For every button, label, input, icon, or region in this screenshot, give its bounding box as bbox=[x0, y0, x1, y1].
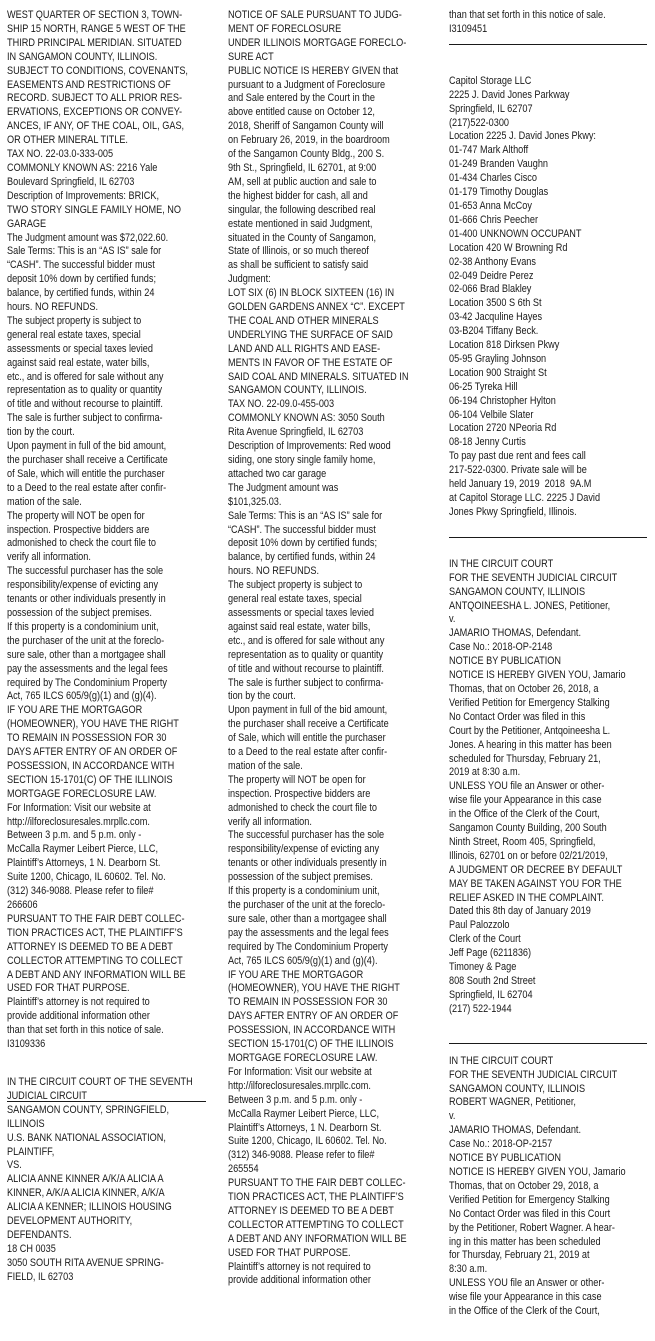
notice-line: the purchaser of the unit at the foreclo- bbox=[228, 899, 386, 911]
column-2 bbox=[228, 9, 425, 1341]
notice-line: DAYS AFTER ENTRY OF AN ORDER OF bbox=[7, 746, 178, 759]
notice-line: siding, one story single family home, bbox=[228, 454, 376, 466]
notice-line: above entitled cause on October 12, bbox=[228, 106, 375, 119]
notice-line: pursuant to a Judgment of Foreclosure bbox=[228, 78, 386, 91]
notice-line: The subject property is subject to bbox=[7, 314, 142, 327]
notice-line: U.S. BANK NATIONAL ASSOCIATION, bbox=[7, 1131, 166, 1144]
notice-line: FOR THE SEVENTH JUDICIAL CIRCUIT bbox=[449, 1068, 618, 1081]
publication-notice-jones bbox=[449, 558, 651, 1017]
notice-line: required by The Condominium Property bbox=[228, 940, 389, 953]
notice-line: The Judgment amount was $72,022.60. bbox=[7, 231, 169, 244]
notice-line: singular, the following described real bbox=[228, 203, 376, 216]
notice-line: Upon payment in full of the bid amount, bbox=[7, 440, 167, 453]
notice-line: 01-179 Timothy Douglas bbox=[449, 186, 549, 199]
notice-line: COMMONLY KNOWN AS: 3050 South bbox=[228, 412, 385, 425]
notice-line: Case No.: 2018-OP-2148 bbox=[449, 641, 553, 654]
notice-line: Timoney & Page bbox=[449, 961, 517, 974]
notice-line: for Thursday, February 21, 2019 at bbox=[449, 1249, 590, 1262]
notice-line: 01-747 Mark Althoff bbox=[449, 144, 529, 157]
notice-line: Verified Petition for Emergency Stalking bbox=[449, 1193, 610, 1206]
notice-line: responsibility/expense of evicting any bbox=[7, 579, 159, 592]
notice-line: ERVATIONS, EXCEPTIONS OR CONVEY- bbox=[7, 106, 183, 119]
notice-line: the highest bidder for cash, all and bbox=[228, 189, 368, 202]
notice-line: Jeff Page (6211836) bbox=[449, 947, 532, 960]
notice-line: McCalla Raymer Leibert Pierce, LLC, bbox=[7, 843, 159, 856]
notice-line: MENT OF FORECLOSURE bbox=[228, 22, 342, 35]
notice-line: etc., and is offered for sale without any bbox=[228, 634, 385, 647]
notice-line: Judgment: bbox=[228, 273, 271, 286]
notice-line: Suite 1200, Chicago, IL 60602. Tel. No. bbox=[228, 1135, 387, 1148]
notice-line: SAID COAL AND MINERALS. SITUATED IN bbox=[228, 370, 409, 383]
notice-line: JAMARIO THOMAS, Defendant. bbox=[449, 1124, 582, 1137]
notice-line: Springfield, IL 62707 bbox=[449, 102, 533, 115]
notice-line: ing in this matter has been scheduled bbox=[449, 1235, 601, 1248]
notice-line: PLAINTIFF, bbox=[7, 1145, 55, 1158]
notice-line: DEFENDANTS. bbox=[7, 1228, 72, 1241]
notice-line: possession of the subject premises. bbox=[7, 606, 152, 619]
notice-line: tion by the court. bbox=[228, 690, 296, 703]
notice-line: verify all information. bbox=[228, 815, 312, 828]
notice-line: A DEBT AND ANY INFORMATION WILL BE bbox=[7, 968, 186, 981]
notice-line: SANGAMON COUNTY, SPRINGFIELD, bbox=[7, 1103, 169, 1116]
notice-line: GOLDEN GARDENS ANNEX “C”. EXCEPT bbox=[228, 301, 405, 314]
notice-line: 05-95 Grayling Johnson bbox=[449, 352, 547, 365]
notice-line: OR OTHER MINERAL TITLE. bbox=[7, 134, 128, 147]
notice-line: $101,325.03. bbox=[228, 495, 282, 508]
notice-line: assessments or special taxes levied bbox=[228, 606, 374, 619]
notice-line: Verified Petition for Emergency Stalking bbox=[449, 696, 610, 709]
notice-line: No Contact Order was filed in this Court bbox=[449, 1207, 611, 1220]
notice-line: UNDER ILLINOIS MORTGAGE FORECLO- bbox=[228, 36, 407, 49]
notice-line: (217)522-0300 bbox=[449, 116, 510, 129]
notice-line: wise file your Appearance in this case bbox=[449, 794, 602, 807]
notice-line: required by The Condominium Property bbox=[7, 676, 168, 689]
notice-line: SECTION 15-1701(C) OF THE ILLINOIS bbox=[228, 1038, 394, 1051]
notice-line: v. bbox=[449, 613, 456, 626]
notice-line: VS. bbox=[7, 1159, 22, 1172]
notice-line: TION PRACTICES ACT, THE PLAINTIFF’S bbox=[7, 926, 183, 939]
notice-line: Plaintiff’s attorney is not required to bbox=[7, 996, 150, 1009]
notice-line: TO REMAIN IN POSSESSION FOR 30 bbox=[7, 732, 167, 745]
circuit-court-caption bbox=[7, 1076, 205, 1285]
notice-line: RELIEF ASKED IN THE COMPLAINT. bbox=[449, 891, 604, 904]
notice-line: 06-25 Tyreka Hill bbox=[449, 380, 518, 393]
separator-rule bbox=[449, 1043, 647, 1044]
notice-line: verify all information. bbox=[7, 551, 91, 564]
notice-line: 03-42 Jacquline Hayes bbox=[449, 311, 543, 324]
notice-line: The sale is further subject to confirma- bbox=[228, 676, 384, 689]
notice-line: “CASH”. The successful bidder must bbox=[228, 523, 376, 536]
notice-line: 18 CH 0035 bbox=[7, 1242, 56, 1255]
separator-rule bbox=[449, 44, 647, 45]
notice-line: Upon payment in full of the bid amount, bbox=[228, 704, 388, 717]
notice-line: I3109336 bbox=[7, 1038, 46, 1051]
notice-line: held January 19, 2019 2018 9A.M bbox=[449, 478, 592, 491]
notice-line: 08-18 Jenny Curtis bbox=[449, 436, 526, 449]
notice-line: If this property is a condominium unit, bbox=[7, 620, 159, 633]
notice-line: ATTORNEY IS DEEMED TO BE A DEBT bbox=[228, 1204, 394, 1217]
notice-line: Location 420 W Browning Rd bbox=[449, 241, 568, 254]
notice-line: NOTICE IS HEREBY GIVEN YOU, Jamario bbox=[449, 1165, 626, 1178]
notice-line: TAX NO. 22-03.0-333-005 bbox=[7, 148, 114, 161]
notice-line: representation as to quality or quantity bbox=[7, 384, 163, 397]
notice-line: to a Deed to the real estate after confir- bbox=[228, 746, 388, 759]
notice-line: Between 3 p.m. and 5 p.m. only - bbox=[228, 1093, 363, 1106]
notice-line: 2018, Sheriff of Sangamon County will bbox=[228, 120, 384, 133]
notice-line: (312) 346-9088. Please refer to file# bbox=[7, 885, 154, 898]
notice-line: ILLINOIS bbox=[7, 1117, 45, 1130]
notice-line: ATTORNEY IS DEEMED TO BE A DEBT bbox=[7, 940, 173, 953]
notice-line: Act, 765 ILCS 605/9(g)(1) and (g)(4). bbox=[228, 954, 378, 967]
notice-line: 2019 at 8:30 a.m. bbox=[449, 766, 521, 779]
notice-line: The property will NOT be open for bbox=[228, 773, 366, 786]
notice-line: against said real estate, water bills, bbox=[228, 620, 371, 633]
notice-line: balance, by certified funds, within 24 bbox=[228, 551, 376, 564]
notice-line: SUBJECT TO CONDITIONS, COVENANTS, bbox=[7, 64, 188, 77]
notice-line: ANTQOINEESHA L. JONES, Petitioner, bbox=[449, 599, 611, 612]
notice-line: 06-104 Velbile Slater bbox=[449, 408, 534, 421]
notice-line: USED FOR THAT PURPOSE. bbox=[228, 1246, 351, 1259]
notice-line: Clerk of the Court bbox=[449, 933, 521, 946]
notice-line: deposit 10% down by certified funds; bbox=[228, 537, 378, 550]
notice-line: v. bbox=[449, 1110, 456, 1123]
notice-line: 02-066 Brad Blakley bbox=[449, 283, 532, 296]
notice-line: THE COAL AND OTHER MINERALS bbox=[228, 314, 379, 327]
notice-line: Location 900 Straight St bbox=[449, 366, 547, 379]
notice-line: 217-522-0300. Private sale will be bbox=[449, 464, 587, 477]
notice-line: general real estate taxes, special bbox=[228, 593, 362, 606]
notice-line: Thomas, that on October 29, 2018, a bbox=[449, 1179, 599, 1192]
notice-line: (312) 346-9088. Please refer to file# bbox=[228, 1149, 375, 1162]
notice-line: tenants or other individuals presently in bbox=[7, 593, 166, 606]
notice-line: NOTICE BY PUBLICATION bbox=[449, 1152, 562, 1165]
notice-line: FIELD, IL 62703 bbox=[7, 1270, 74, 1283]
notice-line: JAMARIO THOMAS, Defendant. bbox=[449, 627, 582, 640]
notice-line: (217) 522-1944 bbox=[449, 1002, 512, 1015]
notice-line: For Information: Visit our website at bbox=[228, 1065, 372, 1078]
storage-sale-notice bbox=[449, 75, 651, 520]
notice-line: (HOMEOWNER), YOU HAVE THE RIGHT bbox=[7, 718, 179, 731]
notice-line: 02-049 Deidre Perez bbox=[449, 269, 534, 282]
notice-line: of title and without recourse to plaintiff. bbox=[228, 662, 384, 675]
notice-line: 01-666 Chris Peecher bbox=[449, 213, 539, 226]
notice-line: the purchaser shall receive a Certificate bbox=[7, 454, 168, 466]
separator-rule bbox=[449, 537, 647, 538]
notice-line: IN THE CIRCUIT COURT bbox=[449, 557, 554, 570]
notice-line: estate mentioned in said Judgment, bbox=[228, 217, 373, 230]
notice-line: Capitol Storage LLC bbox=[449, 74, 532, 87]
notice-line: 01-400 UNKNOWN OCCUPANT bbox=[449, 227, 582, 240]
notice-line: 9th St., Springfield, IL 62701, at 9:00 bbox=[228, 161, 377, 174]
notice-line: etc., and is offered for sale without any bbox=[7, 370, 164, 383]
notice-line: Plaintiff’s Attorneys, 1 N. Dearborn St. bbox=[228, 1121, 382, 1134]
notice-line: TAX NO. 22-09.0-455-003 bbox=[228, 398, 335, 411]
notice-line: TION PRACTICES ACT, THE PLAINTIFF’S bbox=[228, 1191, 404, 1204]
notice-line: Suite 1200, Chicago, IL 60602. Tel. No. bbox=[7, 871, 166, 884]
notice-line: Dated this 8th day of January 2019 bbox=[449, 905, 591, 918]
notice-line: COLLECTOR ATTEMPTING TO COLLECT bbox=[7, 954, 183, 967]
notice-line: Case No.: 2018-OP-2157 bbox=[449, 1138, 553, 1151]
notice-line: provide additional information other bbox=[7, 1010, 150, 1023]
notice-line: 265554 bbox=[228, 1163, 259, 1176]
notice-line: FOR THE SEVENTH JUDICIAL CIRCUIT bbox=[449, 571, 618, 584]
notice-line: 01-434 Charles Cisco bbox=[449, 172, 537, 185]
notice-line: AM, sell at public auction and sale to bbox=[228, 175, 377, 188]
notice-line: For Information: Visit our website at bbox=[7, 801, 151, 814]
notice-line: Location 2720 NPeoria Rd bbox=[449, 422, 557, 435]
notice-line: SANGAMON COUNTY, ILLINOIS bbox=[449, 585, 586, 598]
notice-line: assessments or special taxes levied bbox=[7, 342, 153, 355]
notice-line: than that set forth in this notice of sale. bbox=[7, 1024, 164, 1037]
notice-line: 2225 J. David Jones Parkway bbox=[449, 88, 570, 101]
notice-line: USED FOR THAT PURPOSE. bbox=[7, 982, 130, 995]
notice-line: SANGAMON COUNTY, ILLINOIS. bbox=[228, 384, 367, 397]
notice-line: RECORD. SUBJECT TO ALL PRIOR RES- bbox=[7, 92, 183, 105]
notice-line: To pay past due rent and fees call bbox=[449, 450, 586, 463]
notice-line: at Capitol Storage LLC. 2225 J David bbox=[449, 492, 601, 504]
notice-line: the purchaser of the unit at the foreclo- bbox=[7, 634, 165, 647]
notice-line: hours. NO REFUNDS. bbox=[7, 301, 98, 314]
column-1 bbox=[7, 9, 205, 1341]
notice-line: in the Office of the Clerk of the Court, bbox=[449, 1305, 600, 1318]
notice-line: Paul Palozzolo bbox=[449, 919, 510, 932]
notice-line: 266606 bbox=[7, 899, 38, 911]
notice-line: than that set forth in this notice of sale. bbox=[449, 9, 606, 21]
notice-line: Location 2225 J. David Jones Pkwy: bbox=[449, 130, 596, 143]
notice-line: SURE ACT bbox=[228, 50, 274, 63]
notice-line: Sale Terms: This is an “AS IS” sale for bbox=[228, 509, 383, 522]
notice-line: Springfield, IL 62704 bbox=[449, 988, 533, 1001]
notice-line: Rita Avenue Springfield, IL 62703 bbox=[228, 426, 364, 439]
notice-line: MORTGAGE FORECLOSURE LAW. bbox=[7, 787, 157, 800]
notice-line: State of Illinois, or so much thereof bbox=[228, 245, 369, 258]
notice-line: hours. NO REFUNDS. bbox=[228, 565, 319, 578]
notice-line: Between 3 p.m. and 5 p.m. only - bbox=[7, 829, 142, 842]
separator-rule bbox=[7, 1101, 206, 1102]
notice-line: NOTICE IS HEREBY GIVEN YOU, Jamario bbox=[449, 669, 626, 682]
notice-line: The sale is further subject to confirma- bbox=[7, 412, 163, 425]
notice-line: against said real estate, water bills, bbox=[7, 356, 150, 369]
notice-line: inspection. Prospective bidders are bbox=[7, 523, 150, 536]
notice-line: representation as to quality or quantity bbox=[228, 648, 384, 661]
notice-line: MAY BE TAKEN AGAINST YOU FOR THE bbox=[449, 877, 622, 890]
notice-line: of title and without recourse to plaintiff. bbox=[7, 398, 163, 411]
notice-line: inspection. Prospective bidders are bbox=[228, 787, 371, 800]
notice-line: tenants or other individuals presently in bbox=[228, 857, 387, 870]
notice-line: A DEBT AND ANY INFORMATION WILL BE bbox=[228, 1232, 407, 1245]
notice-line: If this property is a condominium unit, bbox=[228, 885, 380, 898]
notice-line: Location 818 Dirksen Pkwy bbox=[449, 339, 560, 352]
notice-line: The successful purchaser has the sole bbox=[7, 565, 164, 578]
notice-line: in the Office of the Clerk of the Court, bbox=[449, 808, 600, 821]
notice-line: POSSESSION, IN ACCORDANCE WITH bbox=[7, 759, 175, 772]
notice-line: Thomas, that on October 26, 2018, a bbox=[449, 682, 599, 695]
notice-line: “CASH”. The successful bidder must bbox=[7, 259, 155, 272]
notice-line: A JUDGMENT OR DECREE BY DEFAULT bbox=[449, 863, 623, 876]
notice-line: PURSUANT TO THE FAIR DEBT COLLEC- bbox=[7, 912, 185, 925]
notice-line: of Sale, which will entitle the purchaser bbox=[228, 732, 386, 745]
publication-notice-wagner bbox=[449, 1055, 651, 1319]
notice-line: admonished to check the court file to bbox=[7, 537, 157, 550]
notice-line: 02-38 Anthony Evans bbox=[449, 255, 536, 268]
notice-line: ROBERT WAGNER, Petitioner, bbox=[449, 1096, 576, 1109]
notice-line: to a Deed to the real estate after confir- bbox=[7, 481, 167, 494]
notice-line: sure sale, other than a mortgagee shall bbox=[228, 912, 387, 925]
notice-line: NOTICE BY PUBLICATION bbox=[449, 655, 562, 668]
notice-line: the purchaser shall receive a Certificate bbox=[228, 718, 389, 731]
notice-line: http://ilforeclosuresales.mrpllc.com. bbox=[7, 815, 150, 828]
notice-line: scheduled for Thursday, February 21, bbox=[449, 752, 601, 765]
column-3 bbox=[449, 9, 651, 1341]
notice-line: 808 South 2nd Street bbox=[449, 975, 536, 987]
notice-line: Boulevard Springfield, IL 62703 bbox=[7, 175, 135, 188]
notice-line: situated in the County of Sangamon, bbox=[228, 231, 376, 244]
notice-line: SANGAMON COUNTY, ILLINOIS bbox=[449, 1082, 586, 1095]
notice-line: TO REMAIN IN POSSESSION FOR 30 bbox=[228, 996, 388, 1009]
notice-line: No Contact Order was filed in this bbox=[449, 710, 586, 723]
notice-line: COLLECTOR ATTEMPTING TO COLLECT bbox=[228, 1218, 404, 1231]
notice-line: JUDICIAL CIRCUIT bbox=[7, 1089, 87, 1102]
notice-line: balance, by certified funds, within 24 bbox=[7, 287, 155, 300]
notice-line: POSSESSION, IN ACCORDANCE WITH bbox=[228, 1024, 396, 1037]
notice-line: KINNER, A/K/A ALICIA KINNER, A/K/A bbox=[7, 1187, 165, 1200]
notice-line: responsibility/expense of evicting any bbox=[228, 843, 380, 856]
notice-line: TWO STORY SINGLE FAMILY HOME, NO bbox=[7, 203, 182, 216]
notice-line: Description of Improvements: Red wood bbox=[228, 440, 391, 453]
notice-line: 01-653 Anna McCoy bbox=[449, 199, 532, 212]
notice-line: Ninth Street, Room 405, Springfield, bbox=[449, 835, 596, 848]
notice-line: admonished to check the court file to bbox=[228, 801, 378, 814]
notice-line: Plaintiff’s attorney is not required to bbox=[228, 1260, 371, 1273]
notice-line: Location 3500 S 6th St bbox=[449, 297, 542, 310]
notice-line: EASEMENTS AND RESTRICTIONS OF bbox=[7, 78, 171, 91]
notice-line: THIRD PRINCIPAL MERIDIAN. SITUATED bbox=[7, 36, 182, 49]
notice-line: http://ilforeclosuresales.mrpllc.com. bbox=[228, 1079, 371, 1092]
notice-line: possession of the subject premises. bbox=[228, 871, 373, 884]
notice-line: The successful purchaser has the sole bbox=[228, 829, 385, 842]
notice-line: DEVELOPMENT AUTHORITY, bbox=[7, 1215, 133, 1228]
notice-line: LOT SIX (6) IN BLOCK SIXTEEN (16) IN bbox=[228, 287, 395, 300]
notice-line: IN THE CIRCUIT COURT OF THE SEVENTH bbox=[7, 1075, 193, 1088]
notice-line: wise file your Appearance in this case bbox=[449, 1291, 602, 1304]
notice-line: 8:30 a.m. bbox=[449, 1263, 488, 1276]
notice-line: IF YOU ARE THE MORTGAGOR bbox=[7, 704, 143, 717]
notice-line: The subject property is subject to bbox=[228, 579, 363, 592]
notice-line: PUBLIC NOTICE IS HEREBY GIVEN that bbox=[228, 64, 399, 77]
notice-line: general real estate taxes, special bbox=[7, 328, 141, 341]
notice-line: as shall be sufficient to satisfy said bbox=[228, 259, 369, 272]
notice-line: COMMONLY KNOWN AS: 2216 Yale bbox=[7, 161, 158, 174]
notice-line: mation of the sale. bbox=[7, 495, 82, 508]
notice-line: 01-249 Branden Vaughn bbox=[449, 158, 549, 171]
notice-line: LAND AND ALL RIGHTS AND EASE- bbox=[228, 342, 381, 355]
notice-line: IN SANGAMON COUNTY, ILLINOIS. bbox=[7, 50, 158, 63]
notice-line: Court by the Petitioner, Antqoineesha L. bbox=[449, 724, 611, 737]
notice-line: UNLESS YOU file an Answer or other- bbox=[449, 1277, 605, 1290]
notice-line: McCalla Raymer Leibert Pierce, LLC, bbox=[228, 1107, 380, 1120]
notice-line: (HOMEOWNER), YOU HAVE THE RIGHT bbox=[228, 982, 400, 995]
notice-line: tion by the court. bbox=[7, 426, 75, 439]
notice-line: 3050 SOUTH RITA AVENUE SPRING- bbox=[7, 1256, 164, 1269]
notice-line: Act, 765 ILCS 605/9(g)(1) and (g)(4). bbox=[7, 690, 157, 703]
notice-line: NOTICE OF SALE PURSUANT TO JUDG- bbox=[228, 9, 402, 21]
notice-line: MORTGAGE FORECLOSURE LAW. bbox=[228, 1051, 378, 1064]
notice-line: 06-194 Christopher Hylton bbox=[449, 394, 556, 407]
notice-line: Description of Improvements: BRICK, bbox=[7, 189, 160, 202]
notice-line: The property will NOT be open for bbox=[7, 509, 145, 522]
notice-line: Plaintiff’s Attorneys, 1 N. Dearborn St. bbox=[7, 857, 161, 870]
notice-line: DAYS AFTER ENTRY OF AN ORDER OF bbox=[228, 1010, 399, 1023]
notice-line: 03-B204 Tiffany Beck. bbox=[449, 325, 539, 338]
notice-line: sure sale, other than a mortgagee shall bbox=[7, 648, 166, 661]
notice-line: provide additional information other bbox=[228, 1274, 371, 1287]
notice-line: IF YOU ARE THE MORTGAGOR bbox=[228, 968, 364, 981]
notice-line: deposit 10% down by certified funds; bbox=[7, 273, 157, 286]
notice-line: mation of the sale. bbox=[228, 759, 303, 772]
notice-line: Jones Pkwy Springfield, Illinois. bbox=[449, 505, 577, 518]
notice-line: IN THE CIRCUIT COURT bbox=[449, 1054, 554, 1067]
notice-line: ALICIA A KENNER; ILLINOIS HOUSING bbox=[7, 1201, 172, 1214]
notice-line: of Sale, which will entitle the purchaser bbox=[7, 467, 165, 480]
notice-line: Sale Terms: This is an “AS IS” sale for bbox=[7, 245, 162, 258]
notice-line: WEST QUARTER OF SECTION 3, TOWN- bbox=[7, 9, 183, 21]
notice-line: UNDERLYING THE SURFACE OF SAID bbox=[228, 328, 393, 341]
notice-line: UNLESS YOU file an Answer or other- bbox=[449, 780, 605, 793]
notice-line: ALICIA ANNE KINNER A/K/A ALICIA A bbox=[7, 1173, 164, 1186]
notice-line: SECTION 15-1701(C) OF THE ILLINOIS bbox=[7, 773, 173, 786]
notice-line: GARAGE bbox=[7, 217, 47, 230]
notice-line: ANCES, IF ANY, OF THE COAL, OIL, GAS, bbox=[7, 120, 185, 133]
notice-line: on February 26, 2019, in the boardroom bbox=[228, 134, 390, 147]
notice-line: Illinois, 62701 on or before 02/21/2019, bbox=[449, 849, 608, 862]
notice-line: MENTS IN FAVOR OF THE ESTATE OF bbox=[228, 356, 393, 369]
notice-line: I3109451 bbox=[449, 22, 488, 35]
notice-line: and Sale entered by the Court in the bbox=[228, 92, 375, 105]
notice-line: pay the assessments and the legal fees bbox=[7, 662, 168, 675]
notice-line: pay the assessments and the legal fees bbox=[228, 926, 389, 939]
notice-of-sale bbox=[228, 9, 425, 1288]
notice-line: Sangamon County Building, 200 South bbox=[449, 822, 607, 835]
notice-line: by the Petitioner, Robert Wagner. A hear- bbox=[449, 1221, 615, 1234]
foreclosure-notice-continued bbox=[7, 9, 205, 1052]
notice-line: The Judgment amount was bbox=[228, 481, 339, 494]
notice-line: PURSUANT TO THE FAIR DEBT COLLEC- bbox=[228, 1177, 406, 1190]
notice-line: of the Sangamon County Bldg., 200 S. bbox=[228, 148, 385, 161]
notice-of-sale-ending bbox=[449, 9, 651, 37]
notice-line: attached two car garage bbox=[228, 467, 327, 480]
notice-line: SHIP 15 NORTH, RANGE 5 WEST OF THE bbox=[7, 22, 186, 35]
notice-line: Jones. A hearing in this matter has been bbox=[449, 738, 612, 751]
